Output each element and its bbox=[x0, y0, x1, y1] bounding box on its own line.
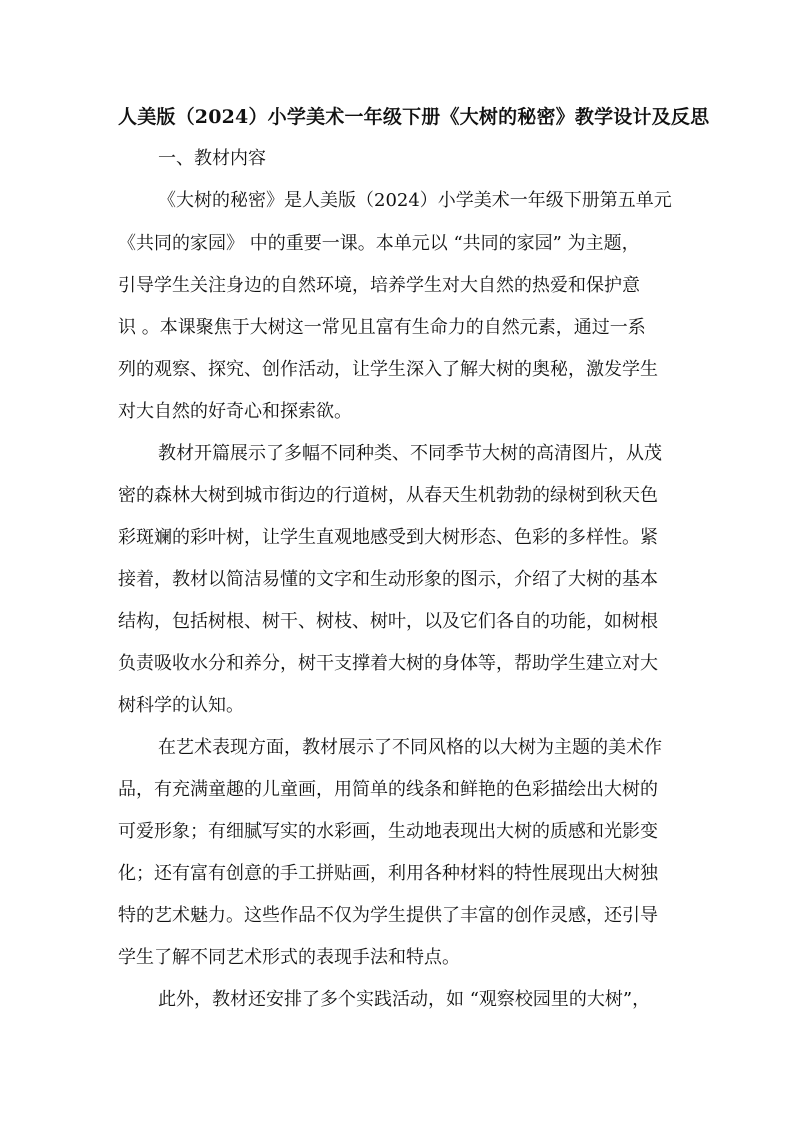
document-title: 人美版（2024）小学美术一年级下册《大树的秘密》教学设计及反思 bbox=[118, 106, 710, 128]
paragraph-3-line-5: 特的艺术魅力。这些作品不仅为学生提供了丰富的创作灵感，还引导 bbox=[118, 905, 658, 926]
paragraph-2-line-3: 彩斑斓的彩叶树，让学生直观地感受到大树形态、色彩的多样性。紧 bbox=[118, 527, 658, 548]
paragraph-1-line-4: 识 。本课聚焦于大树这一常见且富有生命力的自然元素，通过一系 bbox=[118, 317, 646, 338]
paragraph-3-line-1: 在艺术表现方面，教材展示了不同风格的以大树为主题的美术作 bbox=[158, 737, 662, 758]
paragraph-1-line-3: 引导学生关注身边的自然环境，培养学生对大自然的热爱和保护意 bbox=[118, 275, 640, 296]
paragraph-2-line-1: 教材开篇展示了多幅不同种类、不同季节大树的高清图片，从茂 bbox=[158, 443, 662, 464]
paragraph-3-line-6: 学生了解不同艺术形式的表现手法和特点。 bbox=[118, 947, 460, 968]
paragraph-1-line-5: 列的观察、探究、创作活动，让学生深入了解大树的奥秘，激发学生 bbox=[118, 359, 658, 380]
paragraph-1-line-1: 《大树的秘密》是人美版（2024）小学美术一年级下册第五单元 bbox=[158, 190, 672, 211]
paragraph-1-line-6: 对大自然的好奇心和探索欲。 bbox=[118, 401, 352, 422]
paragraph-3-line-3: 可爱形象；有细腻写实的水彩画，生动地表现出大树的质感和光影变 bbox=[118, 821, 658, 842]
paragraph-2-line-6: 负责吸收水分和养分，树干支撑着大树的身体等，帮助学生建立对大 bbox=[118, 653, 658, 674]
paragraph-4-line-1: 此外，教材还安排了多个实践活动，如 “观察校园里的大树”， bbox=[158, 989, 651, 1010]
paragraph-2-line-5: 结构，包括树根、树干、树枝、树叶，以及它们各自的功能，如树根 bbox=[118, 611, 658, 632]
paragraph-2-line-4: 接着，教材以简洁易懂的文字和生动形象的图示，介绍了大树的基本 bbox=[118, 569, 658, 590]
paragraph-3-line-2: 品，有充满童趣的儿童画，用简单的线条和鲜艳的色彩描绘出大树的 bbox=[118, 779, 658, 800]
paragraph-2-line-7: 树科学的认知。 bbox=[118, 695, 244, 716]
paragraph-2-line-2: 密的森林大树到城市街边的行道树，从春天生机勃勃的绿树到秋天色 bbox=[118, 485, 658, 506]
paragraph-3-line-4: 化；还有富有创意的手工拼贴画，利用各种材料的特性展现出大树独 bbox=[118, 863, 658, 884]
section-heading: 一、教材内容 bbox=[158, 148, 266, 169]
paragraph-1-line-2: 《共同的家园》 中的重要一课。本单元以 “共同的家园” 为主题， bbox=[118, 233, 640, 254]
